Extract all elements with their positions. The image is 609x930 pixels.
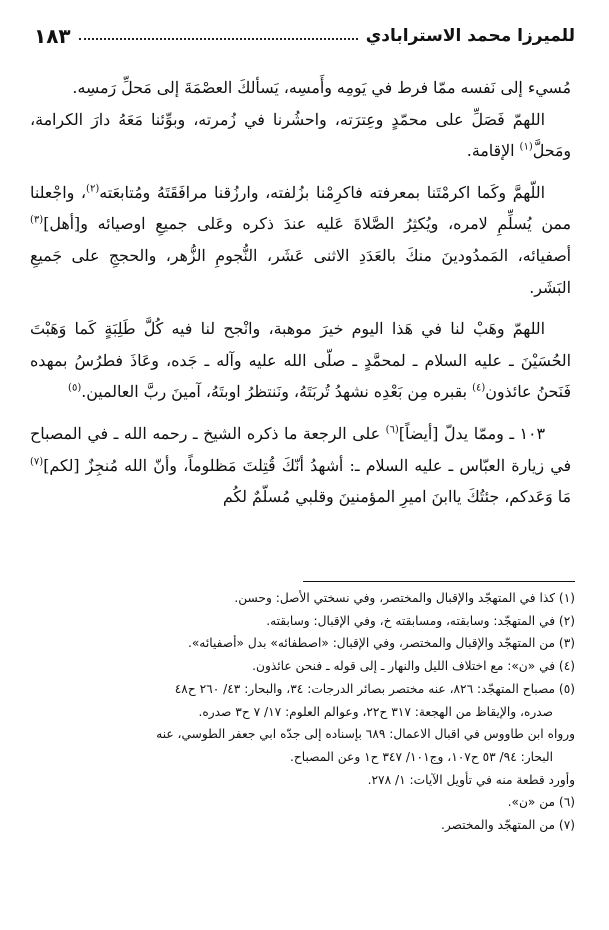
footnotes xyxy=(30,587,575,837)
footnote-divider xyxy=(303,581,575,582)
running-title: للميرزا محمد الاسترابادي xyxy=(365,26,575,46)
paragraph-text: اللهمّ وهَبْ لنا في هَذا اليوم خيرَ موهبة، وانْجح لنا فيه كُلَّ طَلِبَةٍ كَما وَهَبْتَ الحُسَيْنَ ـ عليه السلام ـ لمحمَّدٍ ـ صلّى الله عليه وآله ـ جَده، وعَاذَ فطرُسُ بمهده فَنَحنُ عائذون xyxy=(30,319,571,402)
page-number: ١٨٣ xyxy=(34,24,71,48)
paragraph-text: ، واجْعلنا ممن يُسلِّمِ لامره، ويُكثِرُ الصَّلاةَ عَليه عندَ ذكره وعَلى جميعِ اوصيائه و[أهل] xyxy=(30,182,571,234)
paragraph-text: ١٠٣ ـ وممّا يدلّ [أيضاً] xyxy=(398,423,545,443)
footnote: (٥) مصباح المتهجّد: ٨٢٦، عنه مختصر بصائر الدرجات: ٣٤، والبحار: ٤٣/ ٢٦٠ ح٤٨ xyxy=(174,681,575,696)
paragraph-text: مُسيء إلى نَفسه ممّا فرط في يَومِه وأَمسِه، يَسألكَ العصْمَةَ إلى مَحلِّ رَمسِه. xyxy=(72,78,571,97)
paragraph-text: الإقامة. xyxy=(466,141,520,161)
footnote-ref[interactable]: (٤) xyxy=(472,383,486,395)
footnote-ref[interactable]: (٧) xyxy=(30,456,44,468)
footnote: (٢) في المتهجّد: وسابقته، ومسابقته خ، وفي الإقبال: وسابقته. xyxy=(266,613,575,628)
paragraph xyxy=(30,313,571,408)
paragraph xyxy=(30,177,571,303)
footnote-continuation: ورواه ابن طاووس في اقبال الاعمال: ٦٨٩ بإسناده إلى جدّه ابي جعفر الطوسي، عنه xyxy=(156,727,575,742)
footnote: (٦) من «ن». xyxy=(507,795,575,810)
paragraph-text: بقبره مِن بَعْدِه نشهدُ تُربَتَهُ، ونَنتظرُ اوبتَهُ، آمينَ ربَّ العالمين. xyxy=(81,382,473,402)
paragraph-text: على الرجعة ما ذكره الشيخ ـ رحمه الله ـ في المصباح في زيارة العبّاس ـ عليه السلام ـ: أشهدُ أنّكَ قُتِلتَ مَظلوماً، وأنّ الله مُنجِزٌ [لكم] xyxy=(30,423,571,475)
header-leader-dots xyxy=(79,37,358,40)
paragraph-text: أصفيائه، المَمدُودينَ منكَ بالعَدَدِ الاثنى عَشَر، النُّجومِ الزُّهر، والحججِ على جَميعِ البَشَر. xyxy=(30,245,571,297)
paragraph-text: اللّهمَّ وكَما اكرمْتَنا بمعرفته فاكرِمْنا بزُلفته، وارزُقنا مرافَقَتَهُ ومُتابعَته xyxy=(99,182,545,202)
footnote-ref[interactable]: (٣) xyxy=(30,215,44,227)
main-text xyxy=(30,72,571,513)
footnote-continuation: صدره، والإيقاظ من الهجعة: ٣١٧ ح٢٢، وعوالم العلوم: ١٧/ ٧ ح٣ صدره. xyxy=(198,704,553,719)
footnote-ref[interactable]: (٦) xyxy=(385,424,399,436)
page-header xyxy=(34,14,575,48)
footnote-continuation: البحار: ٩٤/ ٥٣ ح١٠٧، وج١٠١/ ٣٤٧ ح١ وعن المصباح. xyxy=(290,749,553,764)
paragraph xyxy=(30,72,571,104)
footnote: (٧) من المتهجّد والمختصر. xyxy=(441,818,575,833)
paragraph xyxy=(30,418,571,513)
footnote: (١) كذا في المتهجّد والإقبال والمختصر، وفي نسختي الأصل: وحسن. xyxy=(234,591,575,605)
footnote-ref[interactable]: (٥) xyxy=(68,383,82,395)
footnote-ref[interactable]: (١) xyxy=(519,141,533,153)
paragraph-text: اللهمّ فَصَلِّ على محمّدٍ وعِترَته، واحشُرنا في زُمرته، وبوِّئنا مَعَهُ دارَ الكرامة، ومَحلَّ xyxy=(30,109,571,161)
footnote-ref[interactable]: (٢) xyxy=(86,183,100,195)
footnote: (٤) في «ن»: مع اختلاف الليل والنهار ـ إلى قوله ـ فنحن عائذون. xyxy=(252,659,575,674)
paragraph-text: مَا وَعَدكم، جئتُكَ ياابنَ اميرِ المؤمنينَ وقلبي مُسلّمٌ لكُم xyxy=(222,487,571,507)
paragraph xyxy=(30,104,571,167)
footnote-continuation: وأورد قطعة منه في تأويل الآيات: ١/ ٢٧٨. xyxy=(367,772,575,787)
footnote: (٣) من المتهجّد والإقبال والمختصر، وفي الإقبال: «اصطفائه» بدل «أصفيائه». xyxy=(187,636,575,651)
